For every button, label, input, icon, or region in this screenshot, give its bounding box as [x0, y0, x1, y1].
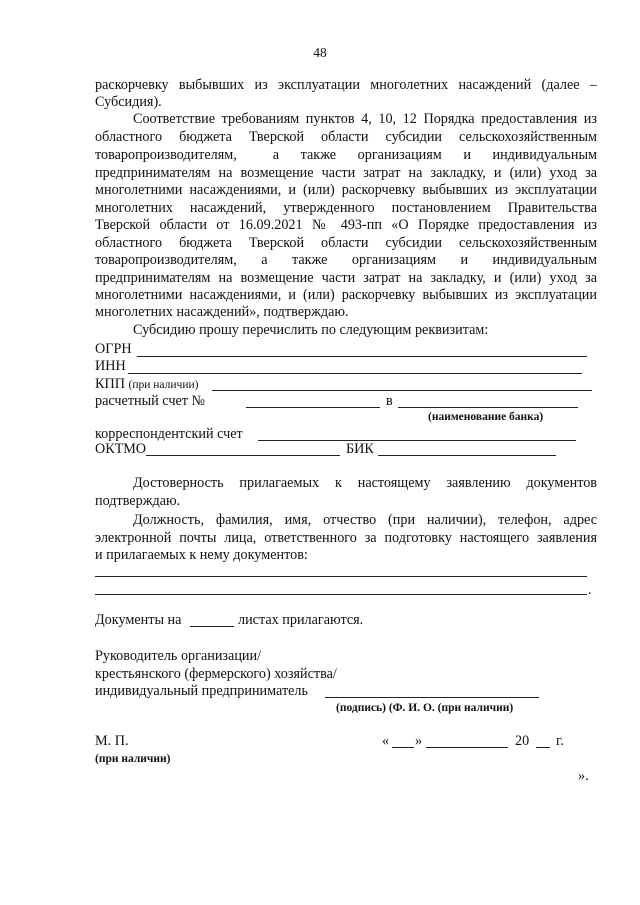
head-line-3: индивидуальный предприниматель [95, 683, 308, 699]
head-line-1: Руководитель организации/ [95, 648, 262, 664]
para5-line3: и прилагаемых к нему документов: [95, 547, 308, 563]
docs-suffix: листах прилагаются. [238, 612, 364, 628]
para2-line12: многолетних насаждений», подтверждаю. [95, 304, 349, 320]
account-field[interactable] [246, 407, 380, 408]
period: . [588, 582, 592, 598]
stamp-note: (при наличии) [95, 753, 171, 765]
closing-quote: ». [578, 768, 589, 784]
signature-caption: (подпись) (Ф. И. О. (при наличии) [336, 702, 514, 714]
kpp-field[interactable] [212, 390, 592, 391]
date-suffix: г. [556, 733, 564, 749]
ogrn-field[interactable] [137, 356, 587, 357]
date-close-quote: » [415, 733, 423, 749]
responsible-person-line-2[interactable] [95, 594, 587, 595]
head-line-2: крестьянского (фермерского) хозяйства/ [95, 666, 337, 682]
inn-field[interactable] [128, 373, 582, 374]
para4-line2: подтверждаю. [95, 493, 181, 509]
para2-line11: многолетними насаждениями, и (или) раскорчевку выбывших из эксплуатации [95, 287, 597, 303]
date-open-quote: « [382, 733, 390, 749]
para2-line9: товаропроизводителям, а также организациям и индивидуальным [95, 252, 597, 268]
bank-caption: (наименование банка) [428, 411, 544, 423]
para5-line2: электронной почты лица, ответственного за подготовку настоящего заявления [95, 530, 597, 546]
para1-line1: раскорчевку выбывших из эксплуатации многолетних насаждений (далее – [95, 77, 597, 93]
bik-label: БИК [346, 441, 374, 457]
date-year-field[interactable] [536, 747, 550, 748]
inn-label: ИНН [95, 358, 126, 374]
responsible-person-line-1[interactable] [95, 576, 587, 577]
signature-field[interactable] [325, 697, 539, 698]
para2-line8: областного бюджета Тверской области субсидии сельскохозяйственным [95, 235, 597, 251]
kpp-note: (при наличии) [128, 379, 199, 391]
para1-line2: Субсидия). [95, 94, 162, 110]
para2-line1: Соответствие требованиям пунктов 4, 10, 12 Порядка предоставления из [133, 111, 597, 127]
account-label: расчетный счет № [95, 393, 206, 409]
in-word: в [386, 393, 393, 409]
kpp-label: КПП (при наличии) [95, 376, 199, 392]
para2-line10: предпринимателям на возмещение части затрат на закладку, и (или) уход за [95, 270, 597, 286]
para2-line2: областного бюджета Тверской области субсидии сельскохозяйственным [95, 129, 597, 145]
stamp-label: М. П. [95, 733, 129, 749]
bank-field[interactable] [398, 407, 578, 408]
para4-line1: Достоверность прилагаемых к настоящему заявлению документов [133, 475, 597, 491]
date-year-prefix: 20 [515, 733, 530, 749]
para3: Субсидию прошу перечислить по следующим реквизитам: [133, 322, 489, 338]
bik-field[interactable] [378, 455, 556, 456]
ogrn-label: ОГРН [95, 341, 132, 357]
para5-line1: Должность, фамилия, имя, отчество (при наличии), телефон, адрес [133, 512, 597, 528]
docs-prefix: Документы на [95, 612, 182, 628]
docs-count-field[interactable] [190, 626, 234, 627]
date-month-field[interactable] [426, 747, 508, 748]
page-number: 48 [313, 45, 327, 60]
corr-account-label: корреспондентский счет [95, 426, 243, 442]
date-day-field[interactable] [392, 747, 414, 748]
oktmo-label: ОКТМО [95, 441, 147, 457]
para2-line6: многолетних насаждений, утвержденного постановлением Правительства [95, 200, 597, 216]
para2-line3: товаропроизводителям, а также организациям и индивидуальным [95, 147, 597, 163]
para2-line7: Тверской области от 16.09.2021 № 493-пп «О Порядке предоставления из [95, 217, 597, 233]
oktmo-field[interactable] [146, 455, 340, 456]
para2-line5: многолетними насаждениями, и (или) раскорчевку выбывших из эксплуатации [95, 182, 597, 198]
corr-account-field[interactable] [258, 440, 576, 441]
para2-line4: предпринимателям на возмещение части затрат на закладку, и (или) уход за [95, 165, 597, 181]
